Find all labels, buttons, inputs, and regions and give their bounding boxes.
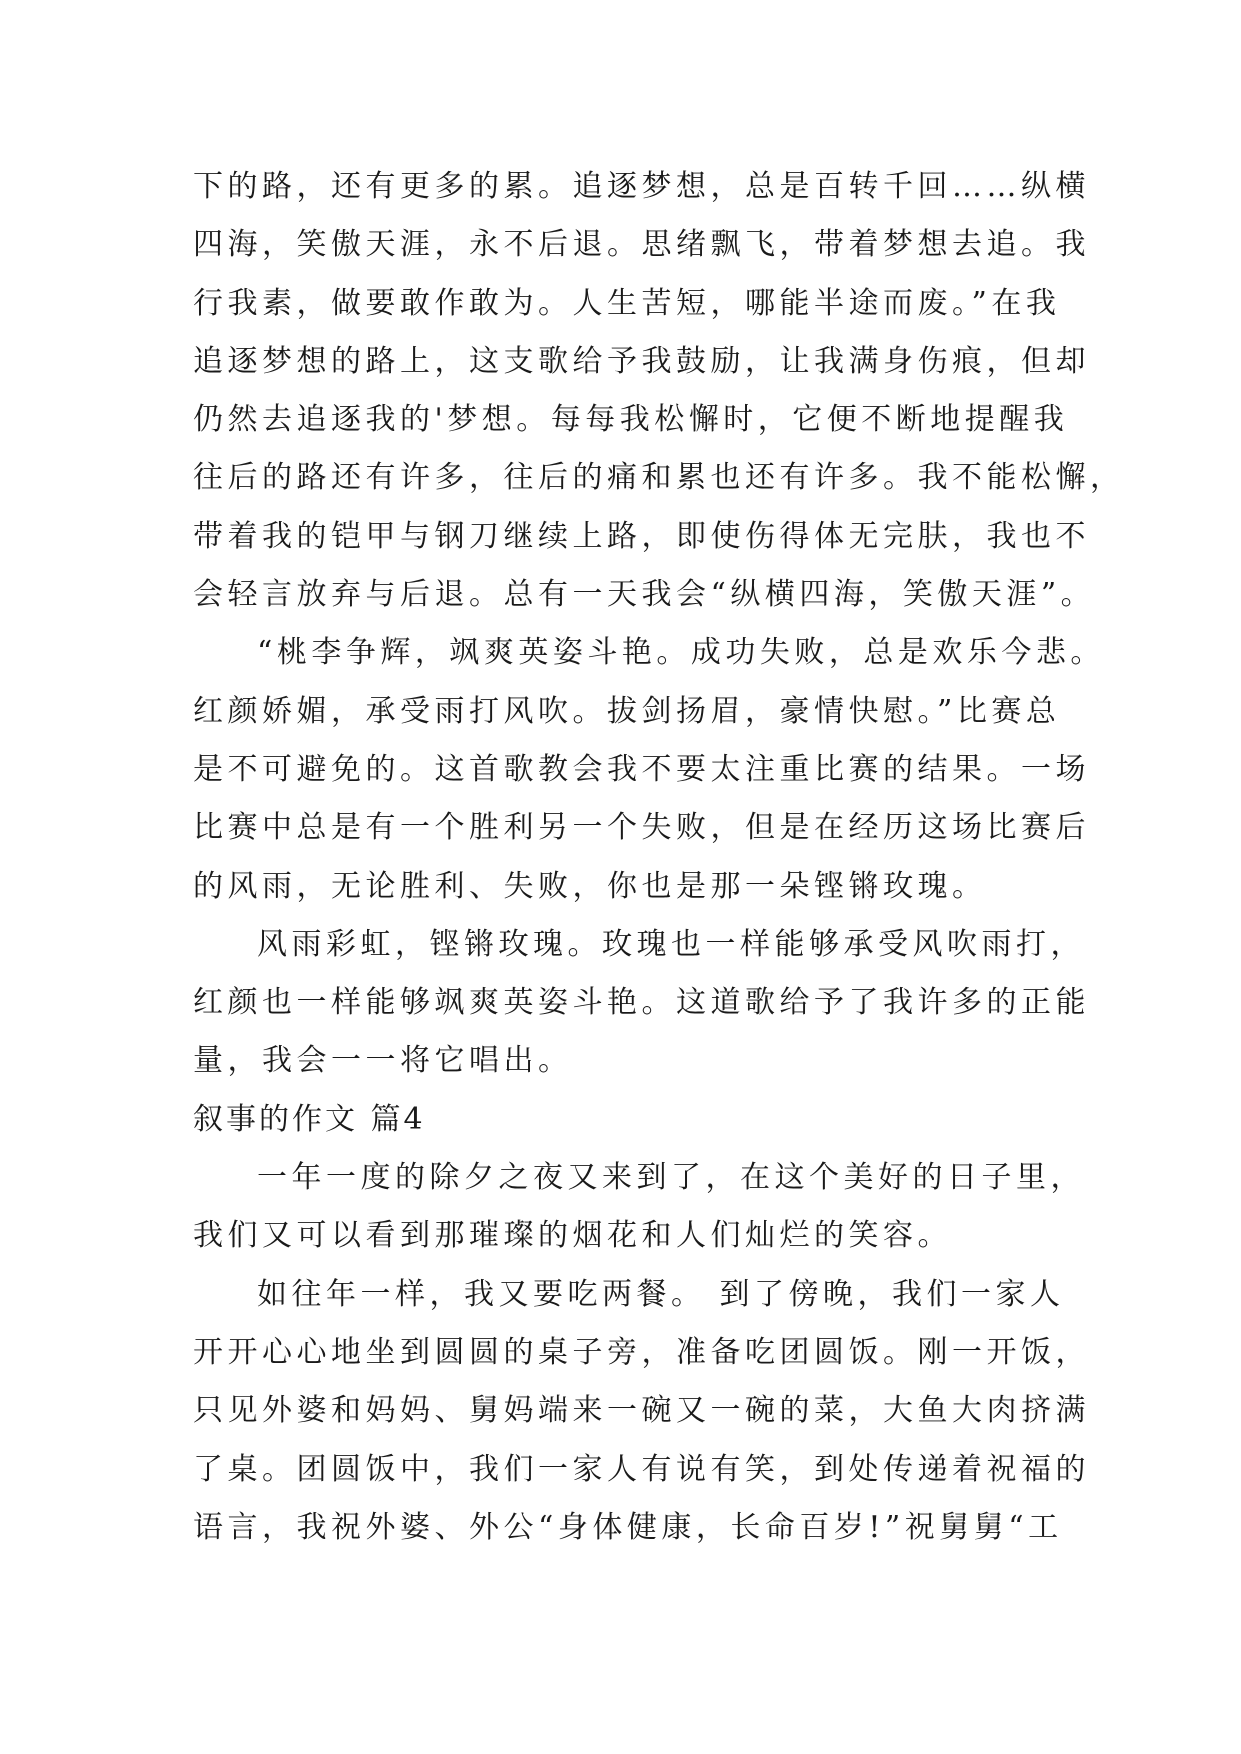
text-line: 风雨彩虹，铿锵玫瑰。玫瑰也一样能够承受风吹雨打， bbox=[257, 926, 1085, 962]
text-line: 是不可避免的。这首歌教会我不要太注重比赛的结果。一场 bbox=[193, 751, 1090, 787]
text-line: 红颜娇媚，承受雨打风吹。拔剑扬眉，豪情快慰。”比赛总 bbox=[193, 693, 1061, 729]
document-body bbox=[193, 158, 1125, 1557]
text-line: 如往年一样，我又要吃两餐。 到了傍晚，我们一家人 bbox=[257, 1276, 1065, 1312]
text-line: 一年一度的除夕之夜又来到了，在这个美好的日子里， bbox=[257, 1160, 1085, 1196]
text-line: “桃李争辉，飒爽英姿斗艳。成功失败，总是欢乐今悲。 bbox=[257, 635, 1105, 671]
text-line: 我们又可以看到那璀璨的烟花和人们灿烂的笑容。 bbox=[193, 1218, 952, 1254]
text-line: 下的路，还有更多的累。追逐梦想，总是百转千回……纵横 bbox=[193, 169, 1090, 204]
text-line: 开开心心地坐到圆圆的桌子旁，准备吃团圆饭。刚一开饭， bbox=[193, 1334, 1090, 1370]
text-line: 的风雨，无论胜利、失败，你也是那一朵铿锵玫瑰。 bbox=[193, 868, 987, 904]
text-line: 往后的路还有许多，往后的痛和累也还有许多。我不能松懈， bbox=[193, 460, 1125, 496]
text-line: 比赛中总是有一个胜利另一个失败，但是在经历这场比赛后 bbox=[193, 810, 1090, 846]
text-line: 只见外婆和妈妈、舅妈端来一碗又一碗的菜，大鱼大肉挤满 bbox=[193, 1393, 1090, 1429]
section-heading: 叙事的作文 篇4 bbox=[193, 1101, 426, 1137]
text-line: 仍然去追逐我的'梦想。每每我松懈时，它便不断地提醒我 bbox=[193, 402, 1069, 438]
text-line: 行我素，做要敢作敢为。人生苦短，哪能半途而废。”在我 bbox=[193, 285, 1061, 321]
text-line: 带着我的铠甲与钢刀继续上路，即使伤得体无完肤，我也不 bbox=[193, 518, 1090, 554]
text-line: 语言，我祝外婆、外公“身体健康，长命百岁!”祝舅舅“工 bbox=[193, 1509, 1063, 1545]
text-line: 四海，笑傲天涯，永不后退。思绪飘飞，带着梦想去追。我 bbox=[193, 227, 1090, 263]
text-line: 了桌。团圆饭中，我们一家人有说有笑，到处传递着祝福的 bbox=[193, 1451, 1090, 1487]
text-line: 红颜也一样能够飒爽英姿斗艳。这道歌给予了我许多的正能 bbox=[193, 985, 1090, 1021]
text-line: 量，我会一一将它唱出。 bbox=[193, 1043, 573, 1079]
text-line: 会轻言放弃与后退。总有一天我会“纵横四海，笑傲天涯”。 bbox=[193, 577, 1096, 613]
text-line: 追逐梦想的路上，这支歌给予我鼓励，让我满身伤痕，但却 bbox=[193, 343, 1090, 379]
